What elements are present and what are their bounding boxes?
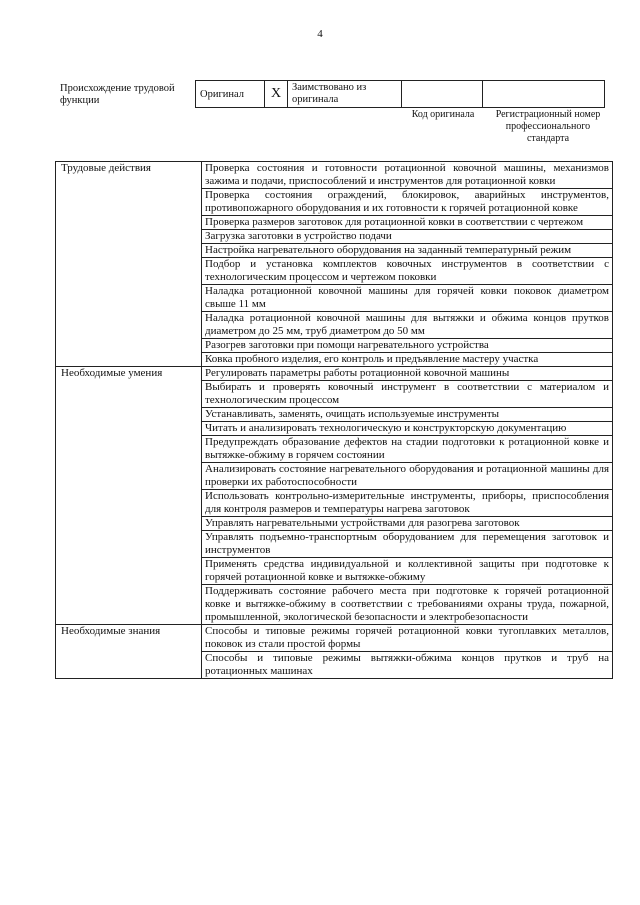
item-cell: Проверка размеров заготовок для ротационной ковки в соответствии с чертежом	[202, 216, 613, 230]
code-caption: Код оригинала	[411, 109, 475, 120]
item-cell: Предупреждать образование дефектов на стадии подготовки к ротационной ковке и вытяжке-обжиму в горячем состоянии	[202, 436, 613, 463]
category-cell: Трудовые действия	[56, 162, 202, 367]
original-cell: Оригинал	[196, 81, 265, 108]
item-cell: Загрузка заготовки в устройство подачи	[202, 230, 613, 244]
item-cell: Анализировать состояние нагревательного оборудования и ротационной машины для проверки их работоспособности	[202, 463, 613, 490]
item-cell: Проверка состояния и готовности ротационной ковочной машины, механизмов зажима и подачи, приспособлений и инструментов для ротационной ковки	[202, 162, 613, 189]
item-cell: Ковка пробного изделия, его контроль и предъявление мастеру участка	[202, 353, 613, 367]
item-cell: Поддерживать состояние рабочего места при подготовке к горячей ротационной ковке и вытяжке-обжиму в соответствии с требованиями охраны труда, пожарной, промышленной, экологической безопасности и электробезопасности	[202, 585, 613, 625]
reg-number-cell	[483, 81, 605, 108]
origin-label: Происхождение трудовой функции	[60, 83, 175, 106]
item-cell: Наладка ротационной ковочной машины для горячей ковки поковок диаметром свыше 11 мм	[202, 285, 613, 312]
item-cell: Подбор и установка комплектов ковочных инструментов в соответствии с технологическим процессом и чертежом поковки	[202, 258, 613, 285]
item-cell: Способы и типовые режимы вытяжки-обжима концов прутков и труб на ротационных машинах	[202, 652, 613, 679]
item-cell: Настройка нагревательного оборудования на заданный температурный режим	[202, 244, 613, 258]
code-cell	[402, 81, 483, 108]
page-number: 4	[317, 28, 323, 40]
item-cell: Проверка состояния ограждений, блокировок, аварийных инструментов, противопожарного оборудования и их готовности к горячей ротационной ковке	[202, 189, 613, 216]
category-cell: Необходимые умения	[56, 367, 202, 625]
origin-table	[195, 80, 605, 108]
item-cell: Применять средства индивидуальной и коллективной защиты при подготовке к горячей ротационной ковке и вытяжке-обжиму	[202, 558, 613, 585]
item-cell: Наладка ротационной ковочной машины для вытяжки и обжима концов прутков диаметром до 25 мм, труб диаметром до 50 мм	[202, 312, 613, 339]
function-table	[55, 161, 613, 679]
item-cell: Способы и типовые режимы горячей ротационной ковки тугоплавких металлов, поковок из стали простой формы	[202, 625, 613, 652]
original-mark: X	[265, 81, 288, 108]
item-cell: Устанавливать, заменять, очищать используемые инструменты	[202, 408, 613, 422]
table-row	[56, 367, 613, 381]
item-cell: Выбирать и проверять ковочный инструмент в соответствии с материалом и технологическим процессом	[202, 381, 613, 408]
item-cell: Разогрев заготовки при помощи нагревательного устройства	[202, 339, 613, 353]
item-cell: Управлять подъемно-транспортным оборудованием для перемещения заготовок и инструментов	[202, 531, 613, 558]
item-cell: Использовать контрольно-измерительные инструменты, приборы, приспособления для контроля размеров и температуры нагрева заготовок	[202, 490, 613, 517]
item-cell: Управлять нагревательными устройствами для разогрева заготовок	[202, 517, 613, 531]
reg-number-caption: Регистрационный номер профессионального стандарта	[495, 109, 601, 144]
item-cell: Регулировать параметры работы ротационной ковочной машины	[202, 367, 613, 381]
table-row	[56, 625, 613, 652]
function-table-body	[56, 162, 613, 679]
borrowed-cell: Заимствовано из оригинала	[288, 81, 402, 108]
table-row	[56, 162, 613, 189]
item-cell: Читать и анализировать технологическую и конструкторскую документацию	[202, 422, 613, 436]
category-cell: Необходимые знания	[56, 625, 202, 679]
